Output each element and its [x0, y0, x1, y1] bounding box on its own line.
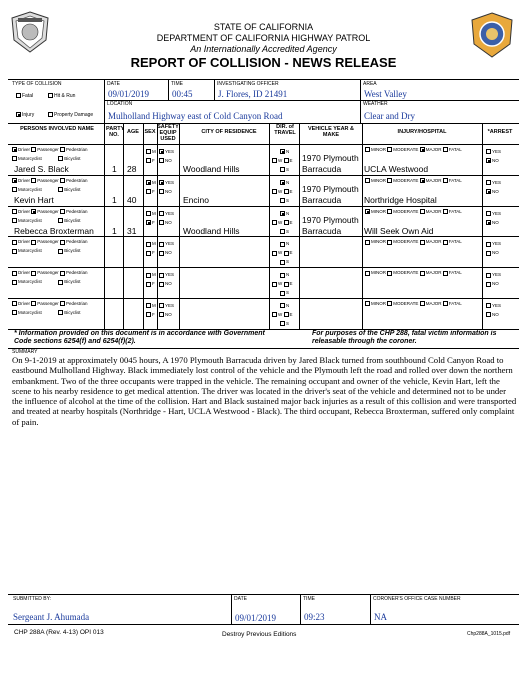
party-number: 1 — [112, 225, 117, 236]
dir-w-checkbox[interactable] — [272, 220, 277, 225]
person-name: Kevin Hart — [14, 194, 54, 205]
injury-major-checkbox[interactable] — [420, 178, 425, 183]
type-of-collision-label: TYPE OF COLLISION — [12, 81, 62, 87]
city-of-residence: Woodland Hills — [183, 164, 240, 174]
location-value: Mulholland Highway east of Cold Canyon Road — [108, 111, 283, 121]
injury-moderate-checkbox[interactable] — [387, 240, 392, 245]
driver-checkbox[interactable] — [12, 271, 17, 276]
dir-e-checkbox[interactable] — [284, 189, 289, 194]
driver-checkbox[interactable] — [12, 147, 17, 152]
motorcyclist-checkbox[interactable] — [12, 310, 17, 315]
dir-s-checkbox[interactable] — [280, 291, 285, 296]
injury-fatal-checkbox[interactable] — [443, 147, 448, 152]
dir-e-checkbox[interactable] — [284, 251, 289, 256]
passenger-checkbox[interactable] — [31, 209, 36, 214]
sex-m-checkbox[interactable] — [146, 180, 151, 185]
safety-yes-checkbox[interactable] — [159, 149, 164, 154]
pedestrian-checkbox[interactable] — [60, 209, 65, 214]
sex-f-checkbox[interactable] — [146, 220, 151, 225]
time-label: TIME — [171, 81, 183, 87]
weather-label: WEATHER — [363, 101, 388, 107]
bicyclist-checkbox[interactable] — [58, 218, 63, 223]
sex-m-checkbox[interactable] — [146, 211, 151, 216]
dir-w-checkbox[interactable] — [272, 158, 277, 163]
person-age: 31 — [127, 225, 137, 236]
dir-n-checkbox[interactable] — [280, 211, 285, 216]
pedestrian-checkbox[interactable] — [60, 271, 65, 276]
safety-yes-checkbox[interactable] — [159, 303, 164, 308]
safety-no-checkbox[interactable] — [159, 312, 164, 317]
state-heading: STATE OF CALIFORNIA — [213, 22, 314, 32]
weather-value: Clear and Dry — [364, 111, 415, 121]
arrest-yes-checkbox[interactable] — [486, 211, 491, 216]
dir-s-checkbox[interactable] — [280, 229, 285, 234]
dir-n-checkbox[interactable] — [280, 273, 285, 278]
arrest-yes-checkbox[interactable] — [486, 273, 491, 278]
dir-n-checkbox[interactable] — [280, 149, 285, 154]
vehicle-year-make: 1970 Plymouth — [302, 214, 359, 225]
dir-w-checkbox[interactable] — [272, 282, 277, 287]
area-label: AREA — [363, 81, 377, 87]
property-damage-checkbox[interactable] — [48, 112, 53, 117]
city-of-residence: Woodland Hills — [183, 225, 240, 236]
property-damage-option[interactable]: Property Damage — [48, 112, 93, 118]
injury-minor-checkbox[interactable] — [365, 147, 370, 152]
person-age: 28 — [127, 164, 137, 174]
coroner-case-label: CORONER'S OFFICE CASE NUMBER — [373, 596, 461, 602]
col-sex: SEX — [144, 129, 156, 135]
dir-s-checkbox[interactable] — [280, 260, 285, 265]
injury-moderate-checkbox[interactable] — [387, 147, 392, 152]
motorcyclist-checkbox[interactable] — [12, 156, 17, 161]
motorcyclist-checkbox[interactable] — [12, 249, 17, 254]
accreditation-line: An Internationally Accredited Agency — [190, 44, 337, 54]
injury-moderate-checkbox[interactable] — [387, 301, 392, 306]
passenger-checkbox[interactable] — [31, 301, 36, 306]
hospital: Will Seek Own Aid — [364, 225, 434, 236]
party-number: 1 — [112, 164, 117, 174]
vehicle-model: Barracuda — [302, 194, 342, 205]
hit-run-option[interactable]: Hit & Run — [48, 93, 75, 99]
hospital: UCLA Westwood — [364, 164, 429, 174]
vehicle-year-make: 1970 Plymouth — [302, 153, 359, 163]
sex-f-checkbox[interactable] — [146, 189, 151, 194]
department-heading: DEPARTMENT OF CALIFORNIA HIGHWAY PATROL — [156, 33, 371, 43]
form-number: CHP 288A (Rev. 4-13) OPI 013 — [14, 629, 104, 636]
arrest-no-checkbox[interactable] — [486, 158, 491, 163]
arrest-no-checkbox[interactable] — [486, 220, 491, 225]
person-age: 40 — [127, 194, 137, 205]
arrest-yes-checkbox[interactable] — [486, 303, 491, 308]
injury-moderate-checkbox[interactable] — [387, 178, 392, 183]
submitted-by-label: SUBMITTED BY: — [13, 596, 52, 602]
bicyclist-checkbox[interactable] — [58, 249, 63, 254]
pedestrian-checkbox[interactable] — [60, 178, 65, 183]
sex-m-checkbox[interactable] — [146, 273, 151, 278]
dir-n-checkbox[interactable] — [280, 180, 285, 185]
sex-m-checkbox[interactable] — [146, 242, 151, 247]
col-safety: SAFETY EQUIP USED — [157, 124, 179, 142]
sex-m-checkbox[interactable] — [146, 303, 151, 308]
collision-time: 00:45 — [172, 89, 193, 99]
coroner-note: For purposes of the CHP 288, fatal victim information is releasable through the coroner. — [312, 330, 497, 345]
injury-major-checkbox[interactable] — [420, 240, 425, 245]
officer-label: INVESTIGATING OFFICER — [217, 81, 279, 87]
bicyclist-checkbox[interactable] — [58, 156, 63, 161]
file-name: Chp288A_1015.pdf — [467, 631, 511, 637]
col-arrest: *ARREST — [487, 129, 513, 135]
injury-checkbox[interactable] — [16, 112, 21, 117]
person-name: Jared S. Black — [14, 164, 69, 174]
safety-no-checkbox[interactable] — [159, 220, 164, 225]
dir-w-checkbox[interactable] — [272, 312, 277, 317]
vehicle-model: Barracuda — [302, 225, 342, 236]
injury-option[interactable]: Injury — [16, 112, 34, 118]
safety-no-checkbox[interactable] — [159, 251, 164, 256]
passenger-checkbox[interactable] — [31, 240, 36, 245]
vehicle-model: Barracuda — [302, 164, 342, 174]
arrest-no-checkbox[interactable] — [486, 251, 491, 256]
safety-yes-checkbox[interactable] — [159, 211, 164, 216]
injury-moderate-checkbox[interactable] — [387, 209, 392, 214]
submitted-by-value: Sergeant J. Ahumada — [13, 612, 90, 622]
col-vehicle: VEHICLE YEAR & MAKE — [307, 126, 355, 138]
col-age: AGE — [127, 129, 139, 135]
footer-time-value: 09:23 — [304, 612, 325, 622]
col-dir: DIR. of TRAVEL — [274, 124, 296, 136]
pedestrian-checkbox[interactable] — [60, 301, 65, 306]
area-value: West Valley — [364, 89, 407, 99]
bicyclist-checkbox[interactable] — [58, 310, 63, 315]
arrest-no-checkbox[interactable] — [486, 282, 491, 287]
passenger-checkbox[interactable] — [31, 147, 36, 152]
hit-run-checkbox[interactable] — [48, 93, 53, 98]
injury-fatal-checkbox[interactable] — [443, 271, 448, 276]
injury-major-checkbox[interactable] — [420, 271, 425, 276]
col-city: CITY OF RESIDENCE — [201, 129, 257, 135]
footer-time-label: TIME — [303, 596, 315, 602]
collision-date: 09/01/2019 — [108, 89, 150, 99]
page-title: REPORT OF COLLISION - NEWS RELEASE — [130, 55, 397, 70]
date-label: DATE — [107, 81, 120, 87]
dir-w-checkbox[interactable] — [272, 189, 277, 194]
injury-minor-checkbox[interactable] — [365, 301, 370, 306]
injury-minor-checkbox[interactable] — [365, 178, 370, 183]
location-label: LOCATION — [107, 101, 133, 107]
motorcyclist-checkbox[interactable] — [12, 218, 17, 223]
summary-text: On 9-1-2019 at approximately 0045 hours, A 1970 Plymouth Barracuda driven by Jared Black turned from southbound Cold Canyon Road to eastbound Mulholland Highway. Black immediately lost control of the vehicle and the Plymouth left the road and rolled over down the northern embankment. Two of the three occupants were trapped in the vehicle. The remaining occupant and owner of the vehicle, Kevin Hart, left the scene to his nearby residence to get medical attention. The driver was located in the driver's seat of the vehicle and determined not to be under the influence of alcohol at the time of the collision. Hart and Black sustained major back injuries as a result of this collision and were transported and treated at nearby hospitals (Northridge - Hart, UCLA Westwood - Black). The third occupant, Rebecca Broxterman, suffered only complaint of pain. — [12, 355, 517, 427]
motorcyclist-checkbox[interactable] — [12, 280, 17, 285]
sex-f-checkbox[interactable] — [146, 312, 151, 317]
investigating-officer: J. Flores, ID 21491 — [218, 89, 288, 99]
injury-fatal-checkbox[interactable] — [443, 301, 448, 306]
arrest-no-checkbox[interactable] — [486, 189, 491, 194]
footer-date-label: DATE — [234, 596, 247, 602]
bicyclist-checkbox[interactable] — [58, 280, 63, 285]
dir-w-checkbox[interactable] — [272, 251, 277, 256]
vehicle-year-make: 1970 Plymouth — [302, 183, 359, 194]
fatal-checkbox[interactable] — [16, 93, 21, 98]
sex-f-checkbox[interactable] — [146, 282, 151, 287]
injury-fatal-checkbox[interactable] — [443, 178, 448, 183]
sex-m-checkbox[interactable] — [146, 149, 151, 154]
safety-yes-checkbox[interactable] — [159, 242, 164, 247]
party-number: 1 — [112, 194, 117, 205]
dir-s-checkbox[interactable] — [280, 321, 285, 326]
safety-yes-checkbox[interactable] — [159, 180, 164, 185]
bicyclist-checkbox[interactable] — [58, 187, 63, 192]
safety-yes-checkbox[interactable] — [159, 273, 164, 278]
person-name: Rebecca Broxterman — [14, 225, 94, 236]
pedestrian-checkbox[interactable] — [60, 147, 65, 152]
arrest-yes-checkbox[interactable] — [486, 242, 491, 247]
passenger-checkbox[interactable] — [31, 271, 36, 276]
injury-major-checkbox[interactable] — [420, 301, 425, 306]
col-persons: PERSONS INVOLVED NAME — [20, 126, 94, 132]
dir-s-checkbox[interactable] — [280, 198, 285, 203]
injury-moderate-checkbox[interactable] — [387, 271, 392, 276]
arrest-no-checkbox[interactable] — [486, 312, 491, 317]
motorcyclist-checkbox[interactable] — [12, 187, 17, 192]
injury-minor-checkbox[interactable] — [365, 271, 370, 276]
safety-no-checkbox[interactable] — [159, 158, 164, 163]
dir-e-checkbox[interactable] — [284, 282, 289, 287]
safety-no-checkbox[interactable] — [159, 189, 164, 194]
sex-f-checkbox[interactable] — [146, 251, 151, 256]
driver-checkbox[interactable] — [12, 209, 17, 214]
arrest-yes-checkbox[interactable] — [486, 180, 491, 185]
summary-label: SUMMARY — [12, 349, 38, 355]
fatal-option[interactable]: Fatal — [16, 93, 33, 99]
dir-n-checkbox[interactable] — [280, 242, 285, 247]
col-party: PARTY NO. — [106, 126, 125, 138]
injury-minor-checkbox[interactable] — [365, 240, 370, 245]
injury-major-checkbox[interactable] — [420, 209, 425, 214]
driver-checkbox[interactable] — [12, 240, 17, 245]
dir-e-checkbox[interactable] — [284, 220, 289, 225]
driver-checkbox[interactable] — [12, 178, 17, 183]
destroy-notice: Destroy Previous Editions — [222, 631, 297, 638]
hospital: Northridge Hospital — [364, 194, 437, 205]
legal-note: * Information provided on this document is in accordance with Government Code sections 6254(f) and 6254(f)(2). — [14, 330, 265, 345]
dir-s-checkbox[interactable] — [280, 167, 285, 172]
pedestrian-checkbox[interactable] — [60, 240, 65, 245]
coroner-case-value: NA — [374, 612, 387, 622]
sex-f-checkbox[interactable] — [146, 158, 151, 163]
dir-n-checkbox[interactable] — [280, 303, 285, 308]
injury-fatal-checkbox[interactable] — [443, 240, 448, 245]
passenger-checkbox[interactable] — [31, 178, 36, 183]
arrest-yes-checkbox[interactable] — [486, 149, 491, 154]
col-injury: INJURY/HOSPITAL — [397, 129, 447, 135]
safety-no-checkbox[interactable] — [159, 282, 164, 287]
dir-e-checkbox[interactable] — [284, 158, 289, 163]
dir-e-checkbox[interactable] — [284, 312, 289, 317]
driver-checkbox[interactable] — [12, 301, 17, 306]
city-of-residence: Encino — [183, 194, 209, 205]
injury-major-checkbox[interactable] — [420, 147, 425, 152]
injury-fatal-checkbox[interactable] — [443, 209, 448, 214]
footer-date-value: 09/01/2019 — [235, 613, 277, 623]
injury-minor-checkbox[interactable] — [365, 209, 370, 214]
